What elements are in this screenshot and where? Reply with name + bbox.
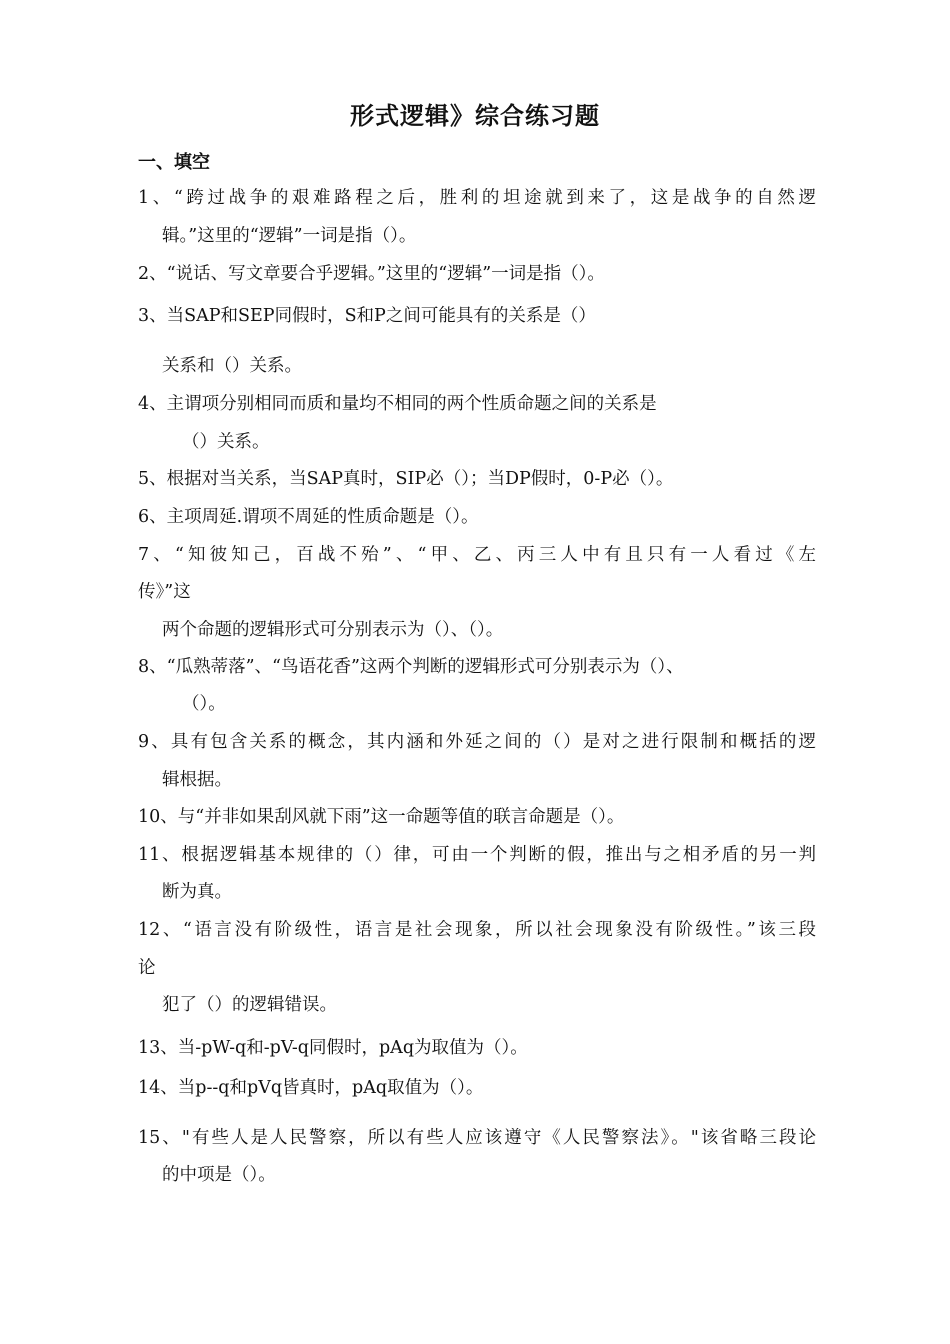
question-12-line-3: 犯了（）的逻辑错误。 [162, 995, 337, 1015]
question-7-line-1: 7、“知彼知己，百战不殆”、“甲、乙、丙三人中有且只有一人看过《左 [138, 545, 816, 565]
question-7-line-2: 传》”这 [138, 582, 191, 602]
question-15-line-2: 的中项是（）。 [162, 1165, 276, 1185]
question-11-line-1: 11、根据逻辑基本规律的（）律，可由一个判断的假，推出与之相矛盾的另一判 [138, 845, 816, 865]
question-9-line-1: 9、具有包含关系的概念，其内涵和外延之间的（）是对之进行限制和概括的逻 [138, 732, 816, 752]
question-15-line-1: 15、"有些人是人民警察，所以有些人应该遵守《人民警察法》。"该省略三段论 [138, 1128, 816, 1148]
question-9-line-2: 辑根据。 [162, 770, 232, 790]
question-13: 13、当-pW-q和-pV-q同假时，pAq为取值为（）。 [138, 1038, 528, 1058]
question-4-line-2: （）关系。 [182, 432, 270, 452]
question-3-line-2: 关系和（）关系。 [162, 356, 302, 376]
question-6: 6、主项周延.谓项不周延的性质命题是（）。 [138, 507, 479, 527]
question-8-line-1: 8、“瓜熟蒂落”、“鸟语花香”这两个判断的逻辑形式可分别表示为（）、 [138, 657, 684, 677]
question-12-line-2: 论 [138, 958, 156, 978]
section-heading: 一、填空 [138, 152, 210, 173]
question-12-line-1: 12、“语言没有阶级性，语言是社会现象，所以社会现象没有阶级性。”该三段 [138, 920, 816, 940]
question-11-line-2: 断为真。 [162, 882, 232, 902]
question-1-line-2: 辑。”这里的“逻辑”一词是指（）。 [162, 226, 417, 246]
question-14: 14、当p--q和pVq皆真时，pAq取值为（）。 [138, 1078, 484, 1098]
question-7-line-3: 两个命题的逻辑形式可分别表示为（）、（）。 [162, 620, 504, 640]
question-10: 10、与“并非如果刮风就下雨”这一命题等值的联言命题是（）。 [138, 807, 625, 827]
question-2: 2、“说话、写文章要合乎逻辑。”这里的“逻辑”一词是指（）。 [138, 264, 605, 284]
question-4-line-1: 4、主谓项分别相同而质和量均不相同的两个性质命题之间的关系是 [138, 394, 657, 414]
question-5: 5、根据对当关系，当SAP真时，SIP必（）；当DP假时，0-P必（）。 [138, 469, 674, 489]
question-8-line-2: （）。 [182, 694, 226, 714]
document-title: 形式逻辑》综合练习题 [350, 102, 600, 130]
question-1-line-1: 1、“跨过战争的艰难路程之后，胜利的坦途就到来了，这是战争的自然逻 [138, 188, 816, 208]
question-3-line-1: 3、当SAP和SEP同假时，S和P之间可能具有的关系是（） [138, 306, 596, 326]
